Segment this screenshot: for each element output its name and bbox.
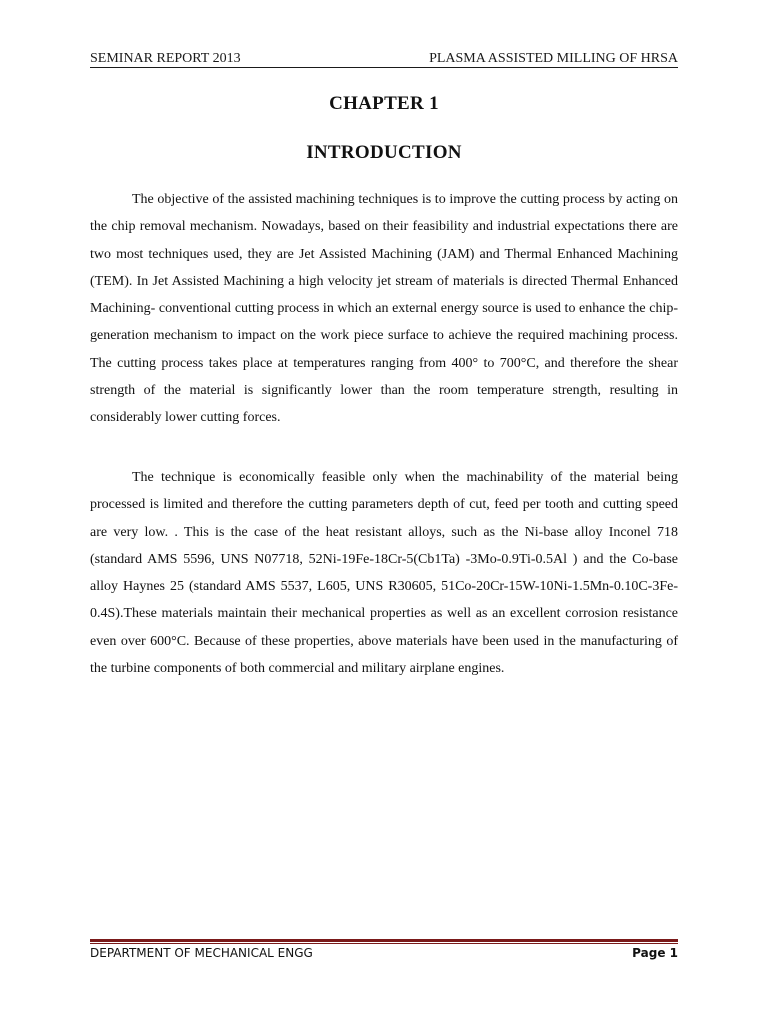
header-right-text: PLASMA ASSISTED MILLING OF HRSA <box>429 51 678 66</box>
header-left-text: SEMINAR REPORT 2013 <box>90 51 241 66</box>
header-rule <box>90 67 678 68</box>
body-paragraph-2: The technique is economically feasible only when the machinability of the material being processed is limited and therefore the cutting parameters depth of cut, feed per tooth and cutting speed are very low. . This is the case of the heat resistant alloys, such as the Ni-base alloy Inconel 718 (standard AMS 5596, UNS N07718, 52Ni-19Fe-18Cr-5(Cb1Ta) -3Mo-0.9Ti-0.5Al ) and the Co-base alloy Haynes 25 (standard AMS 5537, L605, UNS R30605, 51Co-20Cr-15W-10Ni-1.5Mn-0.10C-3Fe-0.4S).These materials maintain their mechanical properties as well as an excellent corrosion resistance even over 600°C. Because of these properties, above materials have been used in the manufacturing of the turbine components of both commercial and military airplane engines. <box>90 470 678 677</box>
section-title: INTRODUCTION <box>306 142 462 163</box>
footer-department-text: DEPARTMENT OF MECHANICAL ENGG <box>90 946 313 960</box>
chapter-heading: CHAPTER 1 <box>329 93 439 114</box>
page-header <box>90 47 678 67</box>
page-footer <box>90 944 678 962</box>
body-paragraph-1: The objective of the assisted machining techniques is to improve the cutting process by acting on the chip removal mechanism. Nowadays, based on their feasibility and industrial expectations there are two most techniques used, they are Jet Assisted Machining (JAM) and Thermal Enhanced Machining (TEM). In Jet Assisted Machining a high velocity jet stream of materials is directed Thermal Enhanced Machining- conventional cutting process in which an external energy source is used to enhance the chip-generation mechanism to impact on the work piece surface to achieve the required machining process. The cutting process takes place at temperatures ranging from 400° to 700°C, and therefore the shear strength of the material is significantly lower than the room temperature strength, resulting in considerably lower cutting forces. <box>90 192 678 426</box>
footer-rule-thick <box>90 939 678 942</box>
page-number: Page 1 <box>632 946 678 960</box>
